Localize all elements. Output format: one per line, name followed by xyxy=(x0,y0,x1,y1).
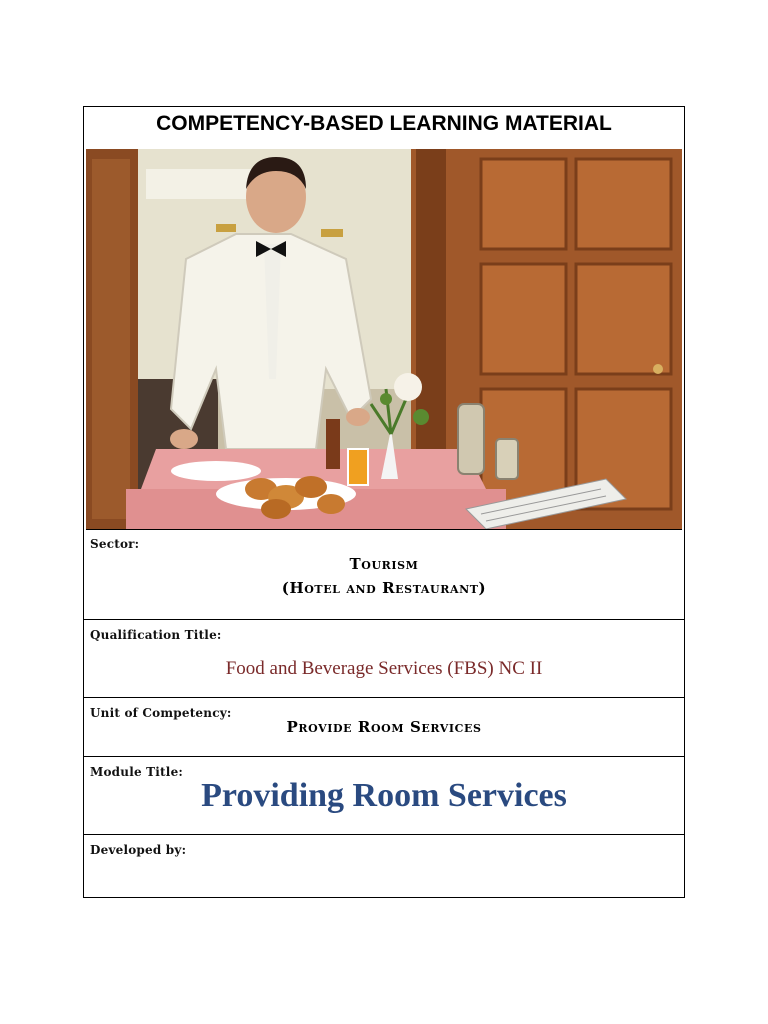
developed-by-row xyxy=(84,835,684,897)
sector-value-line2: (Hotel and Restaurant) xyxy=(281,579,487,597)
title-row xyxy=(84,107,684,149)
unit-value: Provide Room Services xyxy=(286,718,482,736)
developed-by-label: Developed by: xyxy=(90,843,187,857)
qualification-label: Qualification Title: xyxy=(90,628,222,642)
cover-photo xyxy=(86,149,682,530)
module-label: Module Title: xyxy=(90,765,184,779)
sector-value-line1: Tourism xyxy=(349,555,419,573)
sector-row xyxy=(84,529,684,620)
unit-label: Unit of Competency: xyxy=(90,706,232,720)
module-row xyxy=(84,757,684,835)
module-value: Providing Room Services xyxy=(201,777,567,814)
qualification-row xyxy=(84,620,684,698)
cover-frame xyxy=(83,106,685,898)
qualification-value: Food and Beverage Services (FBS) NC II xyxy=(225,658,543,679)
document-title: COMPETENCY-BASED LEARNING MATERIAL xyxy=(156,112,612,135)
sector-label: Sector: xyxy=(90,537,140,551)
unit-row xyxy=(84,698,684,757)
